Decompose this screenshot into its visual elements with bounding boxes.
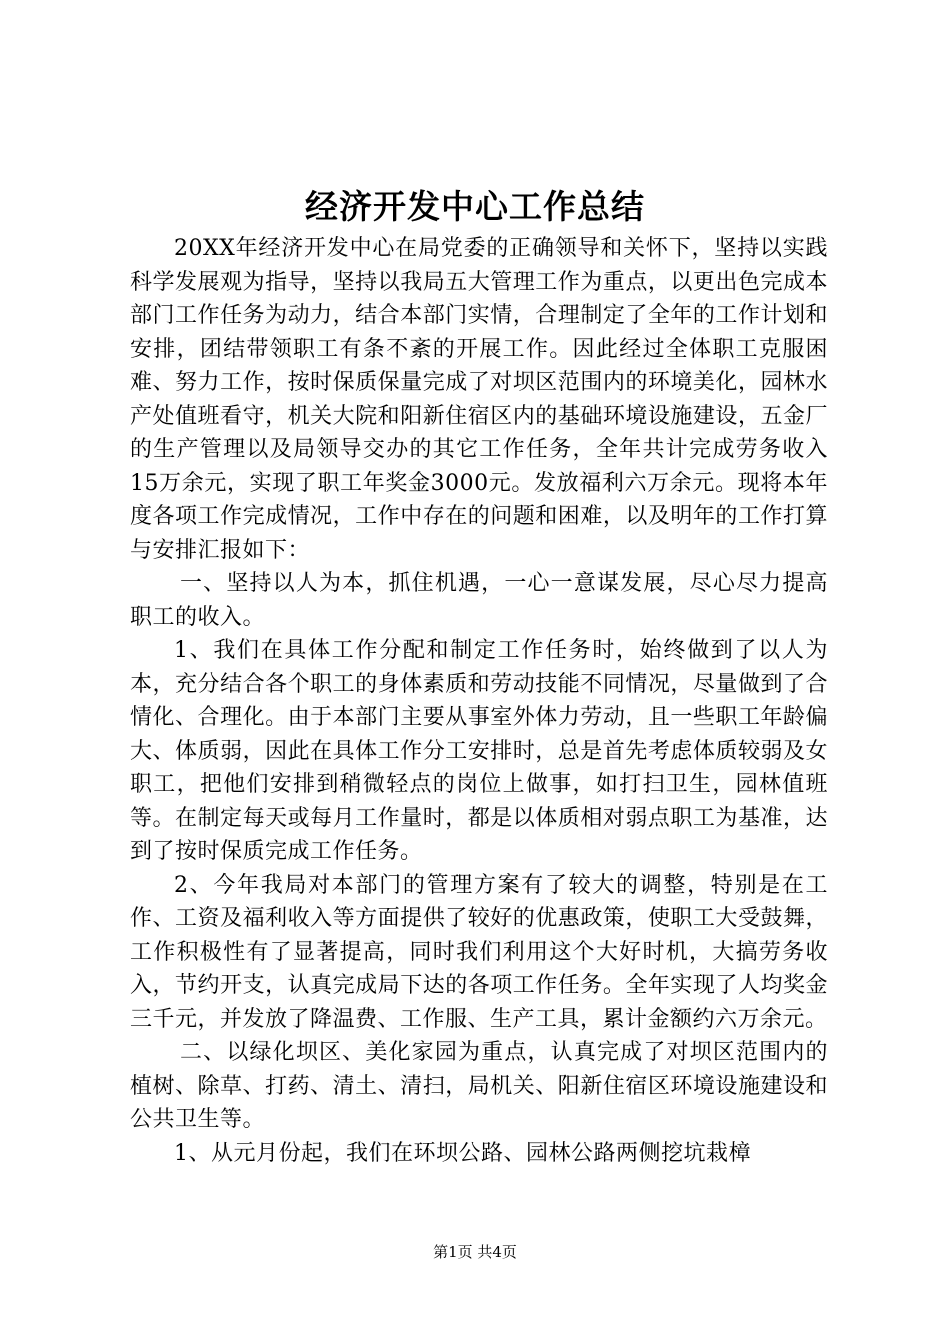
paragraph-intro: 20XX年经济开发中心在局党委的正确领导和关怀下，坚持以实践科学发展观为指导，坚持以我局五大管理工作为重点，以更出色完成本部门工作任务为动力，结合本部门实情，合理制定了全年的工作计划和安排，团结带领职工有条不紊的开展工作。因此经过全体职工克服困难、努力工作，按时保质保量完成了对坝区范围内的环境美化，园林水产处值班看守，机关大院和阳新住宿区内的基础环境设施建设，五金厂的生产管理以及局领导交办的其它工作任务，全年共计完成劳务收入15万余元，实现了职工年奖金3000元。发放福利六万余元。现将本年度各项工作完成情况，工作中存在的问题和困难，以及明年的工作打算与安排汇报如下： — [130, 236, 828, 563]
section-heading-2: 二、以绿化坝区、美化家园为重点，认真完成了对坝区范围内的植树、除草、打药、清土、清扫，局机关、阳新住宿区环境设施建设和公共卫生等。 — [130, 1040, 828, 1132]
document-body — [130, 232, 828, 1170]
paragraph-item-1-2: 2、今年我局对本部门的管理方案有了较大的调整，特别是在工作、工资及福利收入等方面提供了较好的优惠政策，使职工大受鼓舞，工作积极性有了显著提高，同时我们利用这个大好时机，大搞劳务收入，节约开支，认真完成局下达的各项工作任务。全年实现了人均奖金三千元，并发放了降温费、工作服、生产工具，累计金额约六万余元。 — [130, 872, 828, 1032]
paragraph-item-2-1: 1、从元月份起，我们在环坝公路、园林公路两侧挖坑栽樟 — [174, 1140, 751, 1166]
paragraph-item-1-1: 1、我们在具体工作分配和制定工作任务时，始终做到了以人为本，充分结合各个职工的身体素质和劳动技能不同情况，尽量做到了合情化、合理化。由于本部门主要从事室外体力劳动，且一些职工年龄偏大、体质弱，因此在具体工作分工安排时，总是首先考虑体质较弱及女职工，把他们安排到稍微轻点的岗位上做事，如打扫卫生，园林值班等。在制定每天或每月工作量时，都是以体质相对弱点职工为基准，达到了按时保质完成工作任务。 — [130, 638, 828, 864]
document-title: 经济开发中心工作总结 — [305, 187, 645, 226]
page-number-footer: 第1页 共4页 — [433, 1243, 517, 1261]
section-heading-1: 一、坚持以人为本，抓住机遇，一心一意谋发展，尽心尽力提高职工的收入。 — [130, 571, 828, 630]
